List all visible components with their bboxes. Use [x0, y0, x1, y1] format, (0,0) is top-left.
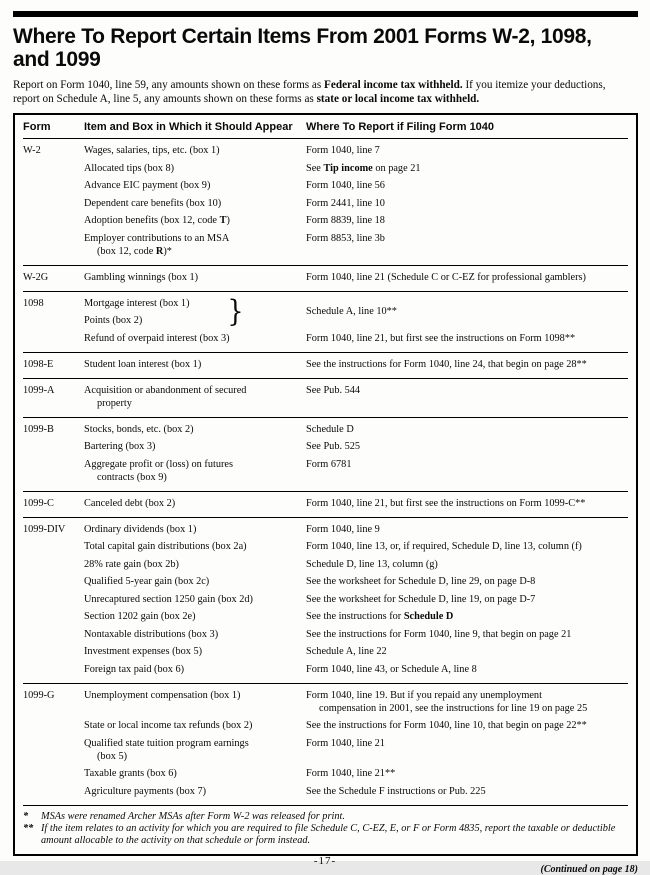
header-where: Where To Report if Filing Form 1040 — [306, 121, 495, 133]
table-row — [84, 332, 628, 345]
table-row — [84, 785, 628, 798]
item-cell: Acquisition or abandonment of secured property — [84, 384, 247, 409]
item-cell: State or local income tax refunds (box 2) — [84, 720, 253, 731]
footnote — [23, 811, 628, 823]
form-name: 1099-A — [23, 384, 55, 396]
table-row — [84, 593, 628, 606]
table-row — [84, 358, 628, 371]
section-rows — [84, 144, 628, 258]
table-row — [84, 628, 628, 641]
table-row — [84, 162, 628, 175]
item-cell: Qualified state tuition program earnings (box 5) — [84, 737, 249, 762]
item-cell: Unemployment compensation (box 1) — [84, 689, 241, 701]
where-cell: See the worksheet for Schedule D, line 29, on page D-8 — [306, 576, 536, 587]
brace-icon: } — [227, 293, 244, 329]
where-cell: Form 1040, line 19. But if you repaid any unemployment compensation in 2001, see the instructions for line 19 on page 25 — [306, 689, 588, 714]
table-row — [84, 719, 628, 732]
table-row — [84, 440, 628, 453]
table-row — [84, 197, 628, 210]
section-rows — [84, 423, 628, 484]
where-cell: See the worksheet for Schedule D, line 19, on page D-7 — [306, 593, 536, 605]
table-row — [84, 689, 628, 715]
intro-paragraph: Report on Form 1040, line 59, any amounts shown on these forms as Federal income tax withheld. If you itemize your deductions, report on Schedule A, line 5, any amounts shown on these forms as state or local income tax withheld. — [13, 79, 606, 105]
table-section-1099-c — [23, 491, 628, 517]
braced-items — [84, 297, 226, 328]
top-rule — [13, 11, 638, 17]
where-cell: Form 8839, line 18 — [306, 215, 385, 226]
table-row — [84, 645, 628, 658]
table-row — [84, 384, 628, 410]
footnote-text: MSAs were renamed Archer MSAs after Form W-2 was released for print. — [41, 810, 345, 822]
item-cell: Allocated tips (box 8) — [84, 162, 175, 174]
where-cell: Form 1040, line 21, but first see the instructions on Form 1098** — [306, 332, 576, 344]
where-cell: Form 1040, line 9 — [306, 523, 380, 535]
item-cell: Student loan interest (box 1) — [84, 358, 202, 370]
item-cell: Stocks, bonds, etc. (box 2) — [84, 423, 194, 435]
where-cell: See Pub. 525 — [306, 441, 361, 452]
where-cell: Schedule D, line 13, column (g) — [306, 558, 438, 570]
item-cell: Dependent care benefits (box 10) — [84, 197, 222, 209]
page-title: Where To Report Certain Items From 2001 Forms W-2, 1098, and 1099 — [13, 25, 592, 71]
where-cell: See the Schedule F instructions or Pub. 225 — [306, 785, 486, 797]
form-name: 1099-G — [23, 689, 55, 701]
table-row — [84, 232, 628, 258]
table-row — [84, 144, 628, 157]
table-row — [84, 523, 628, 536]
item-cell: Nontaxable distributions (box 3) — [84, 628, 219, 640]
item-cell: Section 1202 gain (box 2e) — [84, 611, 196, 622]
continued-note: (Continued on page 18) — [540, 863, 638, 875]
table-section-1099-div — [23, 517, 628, 683]
table-row — [84, 423, 628, 436]
footnote-marker: ** — [23, 822, 34, 834]
table-section-1099-a — [23, 378, 628, 417]
where-cell: See the instructions for Form 1040, line 10, that begin on page 22** — [306, 720, 587, 731]
where-cell: Form 1040, line 21** — [306, 768, 396, 779]
form-name: 1099-DIV — [23, 523, 66, 535]
table-row — [84, 575, 628, 588]
header-form: Form — [23, 121, 51, 133]
table-row — [84, 558, 628, 571]
item-cell: Advance EIC payment (box 9) — [84, 180, 211, 191]
item-cell: Investment expenses (box 5) — [84, 646, 203, 657]
where-cell: Form 8853, line 3b — [306, 232, 385, 244]
footnote-text: If the item relates to an activity for which you are required to file Schedule C, C-EZ, E, or F or Form 4835, report the taxable or deductible amount allocable to the activity on that schedule or form instead. — [41, 822, 616, 846]
where-cell: Form 6781 — [306, 458, 352, 470]
where-cell: Form 1040, line 21 (Schedule C or C-EZ for professional gamblers) — [306, 271, 586, 283]
form-name: 1099-B — [23, 423, 54, 435]
item-cell: 28% rate gain (box 2b) — [84, 558, 179, 570]
item-cell — [84, 293, 306, 329]
table-section-1098 — [23, 291, 628, 352]
table-body — [23, 139, 628, 805]
header-item: Item and Box in Which it Should Appear — [84, 121, 293, 133]
item-cell: Refund of overpaid interest (box 3) — [84, 332, 230, 344]
table-row — [84, 214, 628, 227]
table-row — [84, 497, 628, 510]
item-cell: Qualified 5-year gain (box 2c) — [84, 576, 210, 587]
where-cell: Form 1040, line 13, or, if required, Schedule D, line 13, column (f) — [306, 541, 582, 552]
footnote-marker: * — [23, 810, 29, 822]
item-line: Points (box 2) — [84, 315, 143, 326]
table-row — [84, 737, 628, 763]
item-cell: Employer contributions to an MSA (box 12, code R)* — [84, 232, 230, 257]
item-cell: Canceled debt (box 2) — [84, 497, 176, 509]
where-cell: Form 1040, line 21, but first see the instructions on Form 1099-C** — [306, 497, 586, 509]
table-header-row — [23, 115, 628, 139]
section-rows — [84, 384, 628, 410]
table-row — [84, 767, 628, 780]
form-name: W-2G — [23, 271, 49, 283]
item-cell: Taxable grants (box 6) — [84, 768, 177, 779]
table-row — [84, 179, 628, 192]
form-name: W-2 — [23, 145, 41, 156]
item-cell: Adoption benefits (box 12, code T) — [84, 215, 230, 226]
where-cell: Form 1040, line 7 — [306, 145, 380, 156]
section-rows — [84, 689, 628, 798]
where-cell: See Pub. 544 — [306, 384, 361, 396]
table-section-w-2g — [23, 265, 628, 291]
form-name: 1098-E — [23, 358, 54, 370]
where-cell: See the instructions for Form 1040, line 9, that begin on page 21 — [306, 628, 572, 640]
section-rows — [84, 271, 628, 284]
footnote — [23, 823, 628, 847]
where-cell: Form 1040, line 56 — [306, 180, 385, 191]
form-name: 1098 — [23, 297, 44, 309]
item-cell: Total capital gain distributions (box 2a) — [84, 541, 247, 552]
table-row — [84, 610, 628, 623]
section-rows — [84, 358, 628, 371]
where-cell: Schedule A, line 22 — [306, 646, 387, 657]
table-row — [84, 458, 628, 484]
where-cell: Schedule D — [306, 423, 354, 435]
report-table — [13, 113, 638, 856]
footnotes — [23, 805, 628, 854]
section-rows — [84, 523, 628, 676]
item-cell: Unrecaptured section 1250 gain (box 2d) — [84, 593, 253, 605]
table-row — [84, 540, 628, 553]
item-cell: Agriculture payments (box 7) — [84, 785, 207, 797]
item-cell: Bartering (box 3) — [84, 441, 156, 452]
where-cell: See the instructions for Form 1040, line 24, that begin on page 28** — [306, 358, 587, 370]
where-cell: Form 2441, line 10 — [306, 197, 385, 209]
where-cell: See the instructions for Schedule D — [306, 611, 454, 622]
table-row — [84, 293, 628, 329]
item-cell: Gambling winnings (box 1) — [84, 271, 199, 283]
section-rows — [84, 497, 628, 510]
where-cell: Form 1040, line 21 — [306, 737, 385, 749]
page-number: -17- — [313, 855, 337, 867]
table-section-1098-e — [23, 352, 628, 378]
table-section-w-2 — [23, 139, 628, 265]
form-name: 1099-C — [23, 497, 54, 509]
where-cell — [306, 297, 628, 328]
table-section-1099-g — [23, 683, 628, 805]
item-cell: Wages, salaries, tips, etc. (box 1) — [84, 145, 220, 156]
table-row — [84, 271, 628, 284]
item-cell: Ordinary dividends (box 1) — [84, 523, 197, 535]
where-text: Schedule A, line 10** — [306, 306, 397, 318]
item-cell: Aggregate profit or (loss) on futures contracts (box 9) — [84, 458, 233, 483]
item-line: Mortgage interest (box 1) — [84, 297, 190, 309]
table-section-1099-b — [23, 417, 628, 491]
section-rows — [84, 293, 628, 345]
table-row — [84, 663, 628, 676]
item-cell: Foreign tax paid (box 6) — [84, 663, 185, 675]
where-cell: See Tip income on page 21 — [306, 162, 421, 174]
where-cell: Form 1040, line 43, or Schedule A, line 8 — [306, 663, 477, 675]
